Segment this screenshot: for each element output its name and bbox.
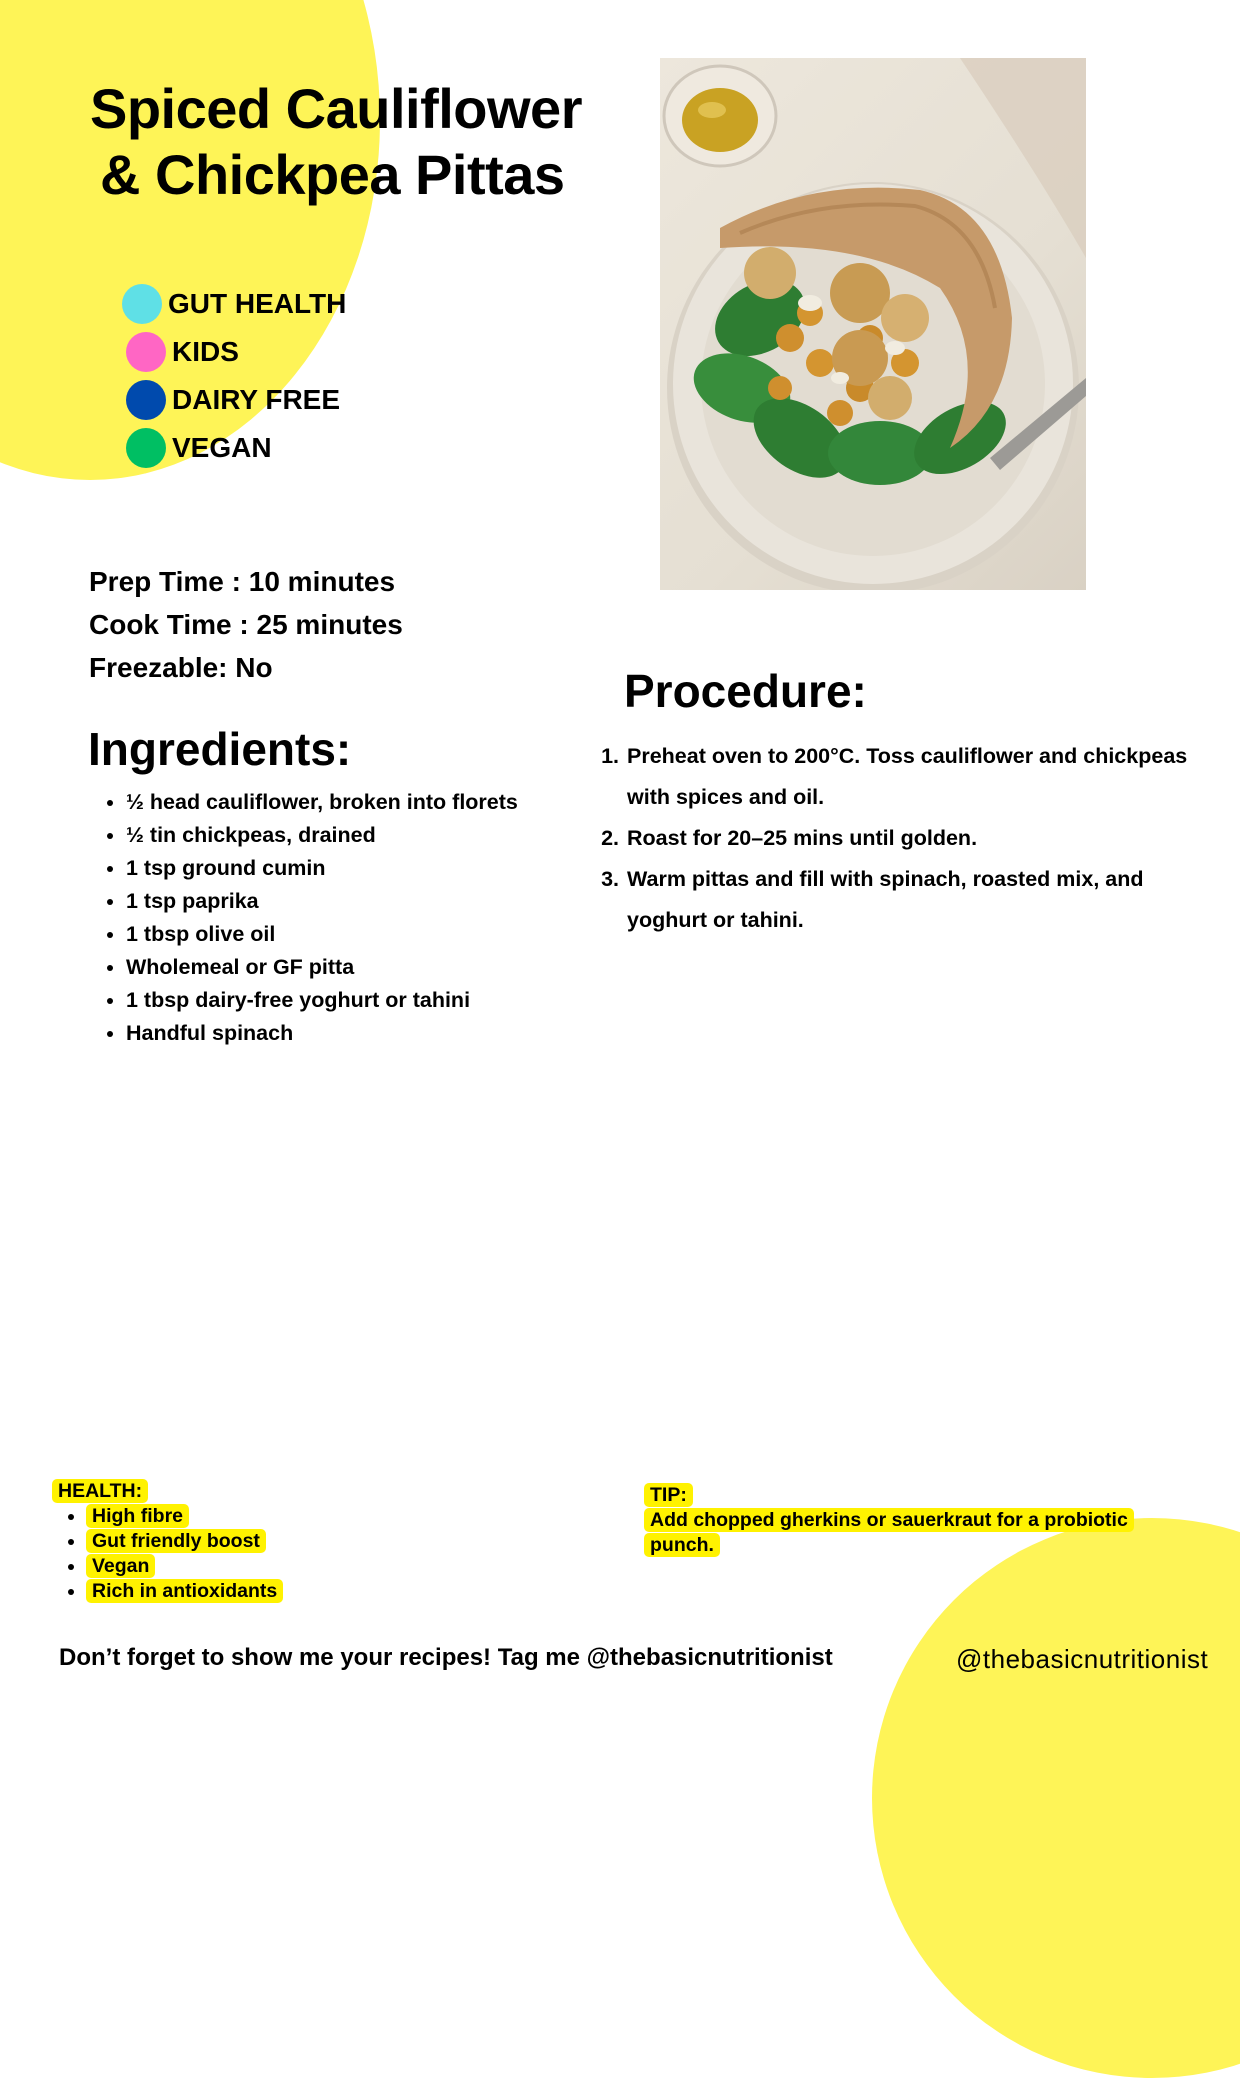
procedure-heading: Procedure: xyxy=(624,665,867,717)
health-heading: HEALTH: xyxy=(52,1479,148,1503)
decorative-yellow-circle-bottom-right xyxy=(872,1518,1240,2078)
procedure-step: 3. Warm pittas and fill with spinach, roasted mix, and yoghurt or tahini. xyxy=(625,859,1225,941)
oil-bowl xyxy=(664,66,776,166)
ingredient-item: • Handful spinach xyxy=(126,1017,518,1050)
tag-dot-icon xyxy=(122,284,162,324)
health-callout xyxy=(52,1478,283,1604)
prep-time: Prep Time : 10 minutes xyxy=(89,566,396,597)
recipe-title-line-1: Spiced Cauliflower xyxy=(90,77,582,140)
health-benefit: High fibre xyxy=(86,1504,189,1528)
tag-label: KIDS xyxy=(172,336,239,367)
ingredient-item: • 1 tsp ground cumin xyxy=(126,852,518,885)
recipe-title xyxy=(90,76,650,208)
recipe-title-line-2: & Chickpea Pittas xyxy=(100,143,565,206)
ingredients-heading: Ingredients: xyxy=(88,723,352,775)
tag-vegan xyxy=(126,424,346,472)
health-benefits-list xyxy=(52,1504,283,1604)
cook-time: Cook Time : 25 minutes xyxy=(89,609,403,640)
tag-dot-icon xyxy=(126,332,166,372)
ingredient-item: • 1 tbsp olive oil xyxy=(126,918,518,951)
ingredient-item: • ½ tin chickpeas, drained xyxy=(126,819,518,852)
tip-text: Add chopped gherkins or sauerkraut for a probiotic punch. xyxy=(644,1508,1134,1557)
tag-dairy-free xyxy=(126,376,346,424)
tag-label: GUT HEALTH xyxy=(168,288,347,319)
procedure-steps xyxy=(597,736,1225,941)
health-benefit: Vegan xyxy=(86,1554,155,1578)
ingredient-item: • 1 tsp paprika xyxy=(126,885,518,918)
diet-tag-list xyxy=(122,280,346,472)
ingredients-list xyxy=(102,786,518,1050)
tag-dot-icon xyxy=(126,428,166,468)
tag-kids xyxy=(126,328,346,376)
tip-callout xyxy=(644,1482,1164,1558)
footer-call-to-action: Don’t forget to show me your recipes! Tag me @thebasicnutritionist xyxy=(59,1644,833,1671)
social-handle: @thebasicnutritionist xyxy=(956,1644,1209,1674)
health-benefit: Rich in antioxidants xyxy=(86,1579,283,1603)
health-benefit: Gut friendly boost xyxy=(86,1529,266,1553)
ingredient-item: • Wholemeal or GF pitta xyxy=(126,951,518,984)
procedure-step: 1. Preheat oven to 200°C. Toss cauliflower and chickpeas with spices and oil. xyxy=(625,736,1225,818)
tag-gut-health xyxy=(122,280,346,328)
pitta-plate-illustration xyxy=(660,58,1086,590)
tag-dot-icon xyxy=(126,380,166,420)
procedure-step: 2. Roast for 20–25 mins until golden. xyxy=(625,818,1225,859)
recipe-timings xyxy=(89,560,403,689)
tag-label: DAIRY FREE xyxy=(172,384,341,415)
ingredient-item: • 1 tbsp dairy-free yoghurt or tahini xyxy=(126,984,518,1017)
tip-heading: TIP: xyxy=(644,1483,693,1507)
ingredient-item: • ½ head cauliflower, broken into florets xyxy=(126,786,518,819)
tag-label: VEGAN xyxy=(172,432,272,463)
freezable: Freezable: No xyxy=(89,652,273,683)
recipe-photo xyxy=(660,58,1086,590)
